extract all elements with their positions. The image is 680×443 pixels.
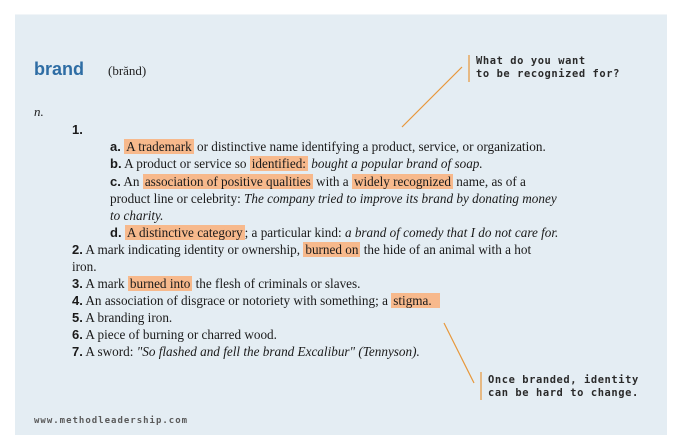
definition-text: A mark <box>82 276 128 291</box>
highlight: burned into <box>129 276 191 291</box>
sense-number: 2. <box>72 242 83 257</box>
sense-5 <box>72 309 172 326</box>
definition-text: product line or celebrity: <box>110 191 245 206</box>
sense-7 <box>72 343 420 360</box>
example-text: to charity. <box>110 208 164 223</box>
sense-6 <box>72 326 277 343</box>
sense-letter: c. <box>110 174 121 189</box>
highlight: stigma. <box>391 293 439 308</box>
sense-number: 4. <box>72 293 83 308</box>
definition-text: A sword: <box>82 344 137 359</box>
highlight: burned on <box>305 242 359 257</box>
top-callout-pointer <box>402 67 462 127</box>
sense-2-line-2 <box>72 258 97 275</box>
highlight: A distinctive category <box>126 225 243 240</box>
definition-text: An association of disgrace or notoriety with something; a <box>82 293 392 308</box>
sense-letter: a. <box>110 139 121 154</box>
bottom-callout-pointer <box>444 323 474 383</box>
definition-text: name, as of a <box>453 174 526 189</box>
footer-website: www.methodleadership.com <box>34 416 189 426</box>
pronunciation: (brănd) <box>108 63 147 78</box>
example-text: a brand of comedy that I do not care for. <box>344 225 559 240</box>
sense-1 <box>72 121 83 138</box>
sense-1c-line-3 <box>110 207 163 224</box>
definition-text: An <box>120 174 143 189</box>
definition-text: or distinctive name identifying a product, service, or organization. <box>193 139 546 154</box>
sense-number: 6. <box>72 327 83 342</box>
definition-text: with a <box>312 174 352 189</box>
sense-letter: b. <box>110 156 122 171</box>
example-text: "So flashed and fell the brand Excalibur" (Tennyson). <box>136 344 420 359</box>
definition-text: iron. <box>72 259 97 274</box>
sense-1c-line-2 <box>110 190 557 207</box>
definition-text: A mark indicating identity or ownership, <box>82 242 304 257</box>
part-of-speech: n. <box>34 104 44 119</box>
sense-1a <box>110 138 546 155</box>
definition-text: ; a particular kind: <box>244 225 345 240</box>
highlight: association of positive qualities <box>144 174 311 189</box>
sense-1b <box>110 155 483 172</box>
example-text: The company tried to improve its brand by donating money <box>244 191 557 206</box>
definition-text: the flesh of criminals or slaves. <box>192 276 361 291</box>
sense-number: 3. <box>72 276 83 291</box>
headword: brand <box>34 59 85 79</box>
sense-letter: d. <box>110 225 122 240</box>
sense-3 <box>72 275 360 292</box>
definition-text: A piece of burning or charred wood. <box>82 327 277 342</box>
annotation-line: Once branded, identity <box>488 374 639 386</box>
highlight: A trademark <box>126 139 192 154</box>
sense-1c <box>110 173 526 190</box>
annotation-line: What do you want <box>476 55 586 67</box>
sense-2 <box>72 241 531 258</box>
highlight: identified: <box>251 156 306 171</box>
highlight: widely recognized <box>353 174 451 189</box>
annotation-line: can be hard to change. <box>488 387 639 399</box>
sense-number: 5. <box>72 310 83 325</box>
annotation-line: to be recognized for? <box>476 68 620 80</box>
sense-4 <box>72 292 440 309</box>
sense-1d <box>110 224 558 241</box>
bottom-annotation <box>488 374 639 400</box>
sense-number: 1. <box>72 122 83 137</box>
top-annotation <box>476 55 620 81</box>
definition-text: the hide of an animal with a hot <box>360 242 532 257</box>
example-text: bought a popular brand of soap. <box>307 156 483 171</box>
sense-number: 7. <box>72 344 83 359</box>
definition-text: A branding iron. <box>82 310 173 325</box>
definition-text: A product or service so <box>121 156 250 171</box>
